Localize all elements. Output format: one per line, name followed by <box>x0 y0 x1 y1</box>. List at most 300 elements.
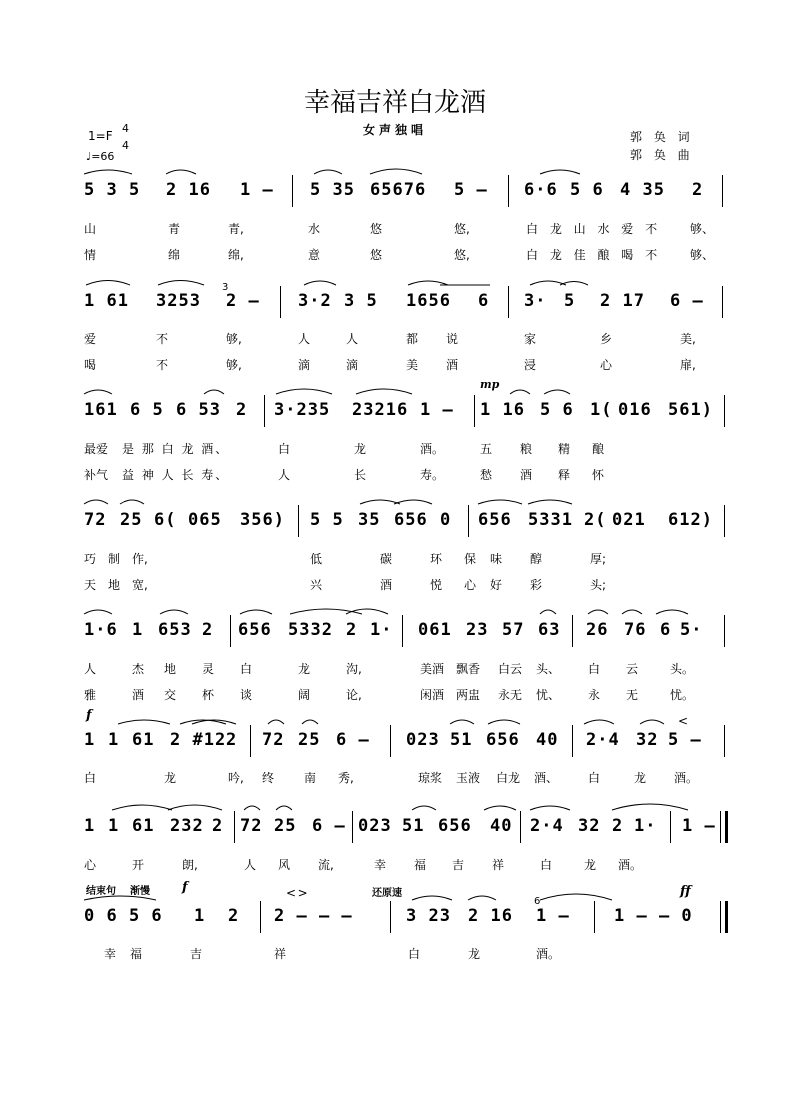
note-group: 023 <box>406 730 440 750</box>
note-group: 6( <box>154 510 177 530</box>
note-group: 3 5 <box>344 291 378 311</box>
slur <box>450 720 474 724</box>
composer-credit: 郭 奂 曲 <box>630 148 694 162</box>
note-group: 2 – <box>226 291 260 311</box>
lyric: 精 <box>558 442 571 456</box>
lyric: 龙 <box>354 442 367 456</box>
lyric: 福 <box>414 858 427 872</box>
lyric: 云 <box>626 662 639 676</box>
lyric: 灵 <box>202 662 215 676</box>
lyric: 人 <box>346 332 359 346</box>
slur <box>314 170 342 174</box>
lyric: 龙 <box>468 947 481 961</box>
note-group: 1 <box>108 730 120 750</box>
lyric: 悦 <box>430 578 443 592</box>
lyric: 白 龙 佳 酿 喝 不 <box>526 248 662 262</box>
lyric: 人 <box>84 662 97 676</box>
note-group: 26 <box>586 620 609 640</box>
note-group: 6 <box>478 291 490 311</box>
lyric: 白 <box>84 771 97 785</box>
lyric: 兴 <box>310 578 323 592</box>
lyric: 够, <box>226 332 242 346</box>
note-group: 1 <box>194 906 206 926</box>
lyric: 天 <box>84 578 97 592</box>
note-group: 656 <box>238 620 272 640</box>
lyric: 祥 <box>274 947 287 961</box>
lyric: 南 <box>304 771 317 785</box>
note-group: 2 <box>202 620 214 640</box>
slur <box>540 894 612 900</box>
note-group: 2 #12 <box>170 730 227 750</box>
lyric: 都 <box>406 332 419 346</box>
lyric: 山 <box>84 222 97 236</box>
slur <box>478 500 522 504</box>
note-group: 3·235 <box>274 400 331 420</box>
lyric: 白 <box>408 947 421 961</box>
lyric: 释 <box>558 468 571 482</box>
slur <box>412 896 452 900</box>
note-group: 2 <box>226 730 238 750</box>
note-group: 3·2 <box>298 291 332 311</box>
slur <box>86 281 130 286</box>
lyric: 扉, <box>680 358 696 372</box>
note-group: 2 <box>236 400 248 420</box>
lyric: 悠 <box>370 248 383 262</box>
slur <box>112 805 172 810</box>
lyric: 杯 <box>202 688 215 702</box>
note-group: 72 <box>262 730 285 750</box>
slur <box>510 390 530 394</box>
lyric: 意 <box>308 248 321 262</box>
lyric: 酒 <box>380 578 393 592</box>
slur <box>356 389 412 394</box>
lyric: 龙 <box>634 771 647 785</box>
lyric: 够、 <box>690 222 715 236</box>
note-group: 2 16 <box>166 180 211 200</box>
lyric: 心 <box>84 858 97 872</box>
lyric: 开 <box>132 858 145 872</box>
note-group: 021 <box>612 510 646 530</box>
lyric: 益 神 人 长 寿、 <box>122 468 230 482</box>
lyricist-credit: 郭 奂 词 <box>630 130 694 144</box>
lyric: 作, <box>132 552 148 566</box>
quarter-note-icon: ♩ <box>86 150 92 163</box>
lyric: 白 <box>240 662 253 676</box>
note-group: 6·6 <box>524 180 558 200</box>
ritardando-marker: 渐慢 <box>130 886 150 897</box>
lyric: 头、 <box>536 662 561 676</box>
note-group: 5 6 <box>570 180 604 200</box>
note-group: 612) <box>668 510 713 530</box>
lyric: 人 <box>244 858 257 872</box>
slur <box>84 390 112 394</box>
note-group: 1656 <box>406 291 451 311</box>
note-group: 023 <box>358 816 392 836</box>
note-group: 23 <box>466 620 489 640</box>
slur <box>612 804 688 810</box>
note-group: 5 – <box>668 730 702 750</box>
note-group: 1·6 <box>84 620 118 640</box>
slur <box>84 500 108 504</box>
lyric: 粮 <box>520 442 533 456</box>
lyric: 浸 <box>524 358 537 372</box>
note-group: 5332 <box>288 620 333 640</box>
lyric: 厚; <box>590 552 607 566</box>
slur <box>530 806 570 810</box>
note-group: 1 – <box>420 400 454 420</box>
lyric: 地 <box>164 662 177 676</box>
slur <box>412 806 436 810</box>
note-group: 63 <box>538 620 561 640</box>
lyric: 交 <box>164 688 177 702</box>
note-group: 656 <box>394 510 428 530</box>
slur <box>656 610 688 614</box>
slur <box>360 500 400 504</box>
lyric: 环 <box>430 552 443 566</box>
slur <box>268 720 284 724</box>
slur <box>240 610 272 614</box>
note-group: 2·4 <box>586 730 620 750</box>
note-group: 1 – <box>536 906 570 926</box>
slur <box>484 806 516 810</box>
slur <box>540 610 556 614</box>
lyric: 够, <box>226 358 242 372</box>
lyric: 乡 <box>600 332 613 346</box>
note-group: 6 <box>660 620 672 640</box>
lyric: 酒。 <box>420 442 445 456</box>
note-group: 2 – – – <box>274 906 353 926</box>
note-group: 3· <box>524 291 547 311</box>
lyric: 绵, <box>228 248 244 262</box>
note-group: 1 <box>84 816 96 836</box>
lyric: 愁 <box>480 468 493 482</box>
note-group: 656 <box>438 816 472 836</box>
note-group: 1· <box>634 816 657 836</box>
note-group: 2( <box>584 510 607 530</box>
slur <box>528 500 572 504</box>
subtitle: 女声独唱 <box>362 123 427 137</box>
lyric: 白 <box>278 442 291 456</box>
lyric: 白龙 <box>496 771 521 785</box>
lyric: 青, <box>228 222 244 236</box>
lyric: 美, <box>680 332 696 346</box>
lyric: 阔 <box>298 688 311 702</box>
note-group: 161 <box>84 400 118 420</box>
note-group: 1 61 <box>84 291 129 311</box>
lyric: 悠, <box>454 248 470 262</box>
slur <box>468 896 496 900</box>
lyric: 醇 <box>530 552 543 566</box>
slur <box>488 720 520 724</box>
lyric: 沟, <box>346 662 362 676</box>
lyric: 龙 <box>584 858 597 872</box>
slur <box>276 389 332 394</box>
lyric: 滴 <box>298 358 311 372</box>
slur <box>84 170 132 174</box>
time-bottom: 4 <box>122 139 129 152</box>
lyric: 秀, <box>338 771 354 785</box>
lyric: 白 龙 山 水 爱 不 <box>526 222 662 236</box>
note-group: 5 6 <box>540 400 574 420</box>
lyric: 青 <box>168 222 181 236</box>
lyric: 情 <box>84 248 97 262</box>
lyric: 闲酒 <box>420 688 445 702</box>
lyric: 酒。 <box>536 947 561 961</box>
note-group: 1 <box>132 620 144 640</box>
lyric: 低 <box>310 552 323 566</box>
slur <box>166 170 196 174</box>
crescendo-hairpin-icon: < > <box>286 886 306 900</box>
dynamic-forte: f <box>182 880 188 895</box>
key-signature: 1=F <box>88 129 113 143</box>
lyric: 玉液 <box>456 771 481 785</box>
lyric: 喝 <box>84 358 97 372</box>
note-group: 2 <box>612 816 624 836</box>
note-group: 32 <box>636 730 659 750</box>
lyric: 白 <box>588 771 601 785</box>
lyric: 幸 <box>104 947 117 961</box>
lyric: 琼浆 <box>418 771 443 785</box>
lyric: 吉 <box>452 858 465 872</box>
note-group: 061 <box>418 620 452 640</box>
time-top: 4 <box>122 122 129 135</box>
note-group: 57 <box>502 620 525 640</box>
slur <box>622 610 642 614</box>
slur <box>244 806 260 810</box>
lyric: 酒。 <box>618 858 643 872</box>
lyric: 说 <box>446 332 459 346</box>
note-group: 2 <box>228 906 240 926</box>
lyric: 头; <box>590 578 607 592</box>
note-group: 1 – – 0 <box>614 906 693 926</box>
lyric: 朗, <box>182 858 198 872</box>
note-group: 72 <box>84 510 107 530</box>
dynamic-forte: f <box>86 708 92 723</box>
lyric: 美酒 <box>420 662 445 676</box>
lyric: 地 <box>108 578 121 592</box>
lyric: 滴 <box>346 358 359 372</box>
lyric: 无 <box>626 688 639 702</box>
lyric: 流, <box>318 858 334 872</box>
dynamic-fortissimo: ff <box>680 884 691 899</box>
lyric: 雅 <box>84 688 97 702</box>
lyric: 是 那 白 龙 酒、 <box>122 442 230 456</box>
lyric: 吟, <box>228 771 244 785</box>
note-group: 25 <box>298 730 321 750</box>
lyric: 谈 <box>240 688 253 702</box>
note-group: 23216 <box>352 400 409 420</box>
lyric: 水 <box>308 222 321 236</box>
note-group: 5 3 5 <box>84 180 141 200</box>
note-group: 40 <box>490 816 513 836</box>
lyric: 心 <box>600 358 613 372</box>
note-group: 5 – <box>454 180 488 200</box>
note-group: 25 <box>274 816 297 836</box>
note-group: 6 – <box>312 816 346 836</box>
note-group: 35 <box>358 510 381 530</box>
slur <box>118 720 170 724</box>
lyric: 酿 <box>592 442 605 456</box>
lyric: 忧、 <box>536 688 561 702</box>
lyric: 不 <box>156 358 169 372</box>
slur <box>584 720 614 724</box>
note-group: 653 <box>158 620 192 640</box>
slur <box>588 610 608 614</box>
lyric: 怀 <box>592 468 605 482</box>
note-group: 356) <box>240 510 285 530</box>
lyric: 味 <box>490 552 503 566</box>
note-group: 561) <box>668 400 713 420</box>
note-group: 065 <box>188 510 222 530</box>
note-group: 6 – <box>336 730 370 750</box>
lyric: 宽, <box>132 578 148 592</box>
lyric: 酒、 <box>534 771 559 785</box>
lyric: 永无 <box>498 688 523 702</box>
lyric: 杰 <box>132 662 145 676</box>
note-group: 6 53 <box>176 400 221 420</box>
dynamic-mezzo-piano: mp <box>480 378 500 391</box>
page-title: 幸福吉祥白龙酒 <box>303 88 486 118</box>
note-group: 61 <box>132 816 155 836</box>
lyric: 彩 <box>530 578 543 592</box>
note-group: 0 6 5 6 <box>84 906 163 926</box>
lyric: 美 <box>406 358 419 372</box>
slur <box>370 169 422 174</box>
lyric: 长 <box>354 468 367 482</box>
slur <box>408 281 448 285</box>
note-group: 6 5 <box>130 400 164 420</box>
tempo-value: =66 <box>91 150 115 163</box>
note-group: 72 <box>240 816 263 836</box>
note-group: 1 – <box>240 180 274 200</box>
slur <box>346 609 388 614</box>
note-group: 2 16 <box>468 906 513 926</box>
lyric: 碳 <box>380 552 393 566</box>
tuplet-marker: 3 <box>222 282 229 293</box>
lyric: 悠 <box>370 222 383 236</box>
lyric: 白 <box>588 662 601 676</box>
lyric: 论, <box>346 688 362 702</box>
slur <box>276 806 292 810</box>
note-group: 5331 <box>528 510 573 530</box>
lyric: 家 <box>524 332 537 346</box>
slur <box>158 281 204 286</box>
note-group: 2·4 <box>530 816 564 836</box>
note-group: 5· <box>680 620 703 640</box>
slur <box>544 390 570 394</box>
note-group: 3 23 <box>406 906 451 926</box>
lyric: 龙 <box>164 771 177 785</box>
note-group: 32 <box>578 816 601 836</box>
lyric: 祥 <box>492 858 505 872</box>
lyric: 爱 <box>84 332 97 346</box>
note-group: 0 <box>440 510 452 530</box>
lyric: 酒 <box>446 358 459 372</box>
slur <box>84 610 112 614</box>
slur <box>84 896 156 900</box>
slur <box>204 390 224 394</box>
lyric: 吉 <box>190 947 203 961</box>
lyric: 补气 <box>84 468 109 482</box>
lyric: 悠, <box>454 222 470 236</box>
lyric: 酒 <box>132 688 145 702</box>
lyric: 人 <box>278 468 291 482</box>
lyric: 制 <box>108 552 121 566</box>
lyric: 好 <box>490 578 503 592</box>
lyric: 寿。 <box>420 468 445 482</box>
note-group: 5 35 <box>310 180 355 200</box>
note-group: 76 <box>624 620 647 640</box>
note-group: 2 <box>692 180 704 200</box>
note-group: 5 5 <box>310 510 344 530</box>
lyric: 不 <box>156 332 169 346</box>
lyric: 福 <box>130 947 143 961</box>
lyric: 巧 <box>84 552 97 566</box>
note-group: 1 <box>108 816 120 836</box>
lyric: 忧。 <box>670 688 695 702</box>
lyric: 心 <box>464 578 477 592</box>
note-group: 1 <box>84 730 96 750</box>
lyric: 白云 <box>498 662 523 676</box>
lyric: 人 <box>298 332 311 346</box>
note-group: 656 <box>486 730 520 750</box>
note-group: 232 <box>170 816 204 836</box>
crescendo-hairpin-icon: < <box>678 714 687 728</box>
slur <box>540 170 580 174</box>
lyric: 头。 <box>670 662 695 676</box>
lyric: 两盅 <box>456 688 481 702</box>
note-group: 1· <box>370 620 393 640</box>
note-group: 2 17 <box>600 291 645 311</box>
note-group: 40 <box>536 730 559 750</box>
lyric: 风 <box>278 858 291 872</box>
lyric: 绵 <box>168 248 181 262</box>
lyric: 五 <box>480 442 493 456</box>
slur <box>120 500 144 504</box>
lyric: 最爱 <box>84 442 109 456</box>
note-group: 3253 <box>156 291 201 311</box>
note-group: 25 <box>120 510 143 530</box>
note-group: 61 <box>132 730 155 750</box>
a-tempo-marker: 还原速 <box>372 888 402 899</box>
note-group: 1 16 <box>480 400 525 420</box>
lyric: 飘香 <box>456 662 481 676</box>
lyric: 永 <box>588 688 601 702</box>
note-group: 4 35 <box>620 180 665 200</box>
ending-marker: 结束句 <box>86 886 116 897</box>
lyric: 终 <box>262 771 275 785</box>
lyric: 酒。 <box>674 771 699 785</box>
slur <box>302 720 318 724</box>
note-group: 51 <box>450 730 473 750</box>
note-group: 51 <box>402 816 425 836</box>
slur <box>168 805 222 810</box>
note-group: 2 <box>346 620 358 640</box>
note-group: 016 <box>618 400 652 420</box>
note-group: 6 – <box>670 291 704 311</box>
note-group: 1( <box>590 400 613 420</box>
lyric: 幸 <box>374 858 387 872</box>
slur <box>160 610 188 614</box>
tuplet-marker: 6 <box>534 896 541 907</box>
slur <box>304 281 336 285</box>
lyric: 白 <box>540 858 553 872</box>
note-group: 656 <box>478 510 512 530</box>
note-group: 65676 <box>370 180 427 200</box>
slur <box>640 720 664 724</box>
note-group: 2 <box>212 816 224 836</box>
note-group: 1 – <box>682 816 716 836</box>
